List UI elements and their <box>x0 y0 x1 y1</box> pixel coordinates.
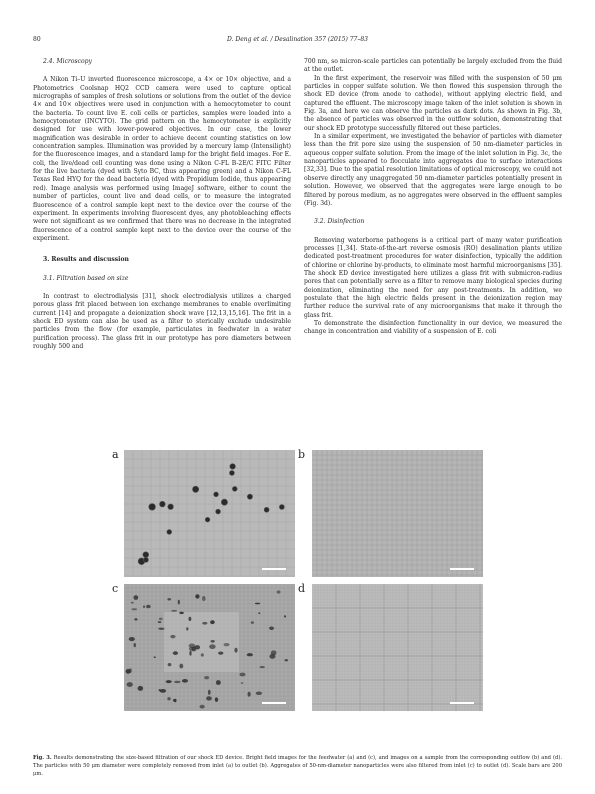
section-3-1-title: 3.1. Filtration based on size <box>43 274 129 282</box>
filtration-paragraph: In contrast to electrodialysis [31], shock electrodialysis utilizes a charged porous glass frit placed between ion exchange membranes to enable overlimiting current [14] and propagate a deionization shock wave [12,13,15,16]. The frit in a shock ED system can also be used as a filter to sterically exclude undesirable particles from the flow (for example, particulates in feedwater in a water purification process). The glass frit in our prototype has pore diameters between roughly 500 and <box>33 292 291 350</box>
figure-3 <box>112 448 485 744</box>
micrograph-c-bright-region <box>164 612 239 672</box>
disinfection-demo-paragraph: To demonstrate the disinfection functionality in our device, we measured the change in concentration and viability of a suspension of E. coli <box>304 319 562 336</box>
section-3-title: 3. Results and discussion <box>43 256 129 264</box>
running-header <box>33 36 562 46</box>
micrograph-b-background <box>312 450 483 577</box>
section-3-2-title: 3.2. Disinfection <box>314 218 365 226</box>
running-title: D. Deng et al. / Desalination 357 (2015) 77–83 <box>227 36 368 43</box>
section-2-4-title: 2.4. Microscopy <box>43 58 92 65</box>
filtration-continued-paragraph: 700 nm, so micron-scale particles can potentially be largely excluded from the fluid at the outlet. <box>304 58 562 74</box>
right-column <box>304 58 562 337</box>
micrograph-c-scale-bar <box>262 702 286 704</box>
caption-text: Results demonstrating the size-based filtration of our shock ED device. Bright field images for the feedwater (a) and (c), and images on a sample from the corresponding outflow (b) and (d). The particles with 50 μm diameter were completely removed from inlet (a) to outlet (b). Aggregates of 50-nm-diameter nanoparticles were also filtered from inlet (c) to outlet (d). Scale bars are 200 μm. <box>33 755 562 777</box>
first-experiment-paragraph: In the first experiment, the reservoir was filled with the suspension of 50 μm particles in copper sulfate solution. We then flowed this suspension through the shock ED device (from anode to cathode), without applying electric field, and captured the effluent. The microscopy image taken of the inlet solution is shown in Fig. 3a, and here we can observe the particles as dark dots. As shown in Fig. 3b, the absence of particles was observed in the outflow solution, demonstrating that our shock ED prototype successfully filtered out these particles. <box>304 74 562 132</box>
microscopy-paragraph: A Nikon Ti–U inverted fluorescence microscope, a 4× or 10× objective, and a Photometrics Coolsnap HQ2 CCD camera were used to capture optical micrographs of samples of fresh solutions or solutions from the outlet of the device 4× and 10× objectives were used in conjunction with a hemocytometer to count the bacteria. To count live E. coli cells or particles, samples were loaded into a hemocytometer (INCYTO). The grid pattern on the hemocytometer is explicitly designed for use with lower-powered objectives. In our case, the lower magnification was desirable in order to achieve decent counting statistics on low concentration samples. Illumination was provided by a mercury lamp (Intensilight) for the fluorescence images, and a standard lamp for the bright field images. For E. coli, the live/dead cell counting was done using a Nikon C-FL B-2E/C FITC Filter for the live bacteria (dyed with Syto BC, thus appearing green) and a Nikon C-FL Texas Red HYQ for the dead bacteria (dyed with Propidium Iodide, thus appearing red). Image analysis was performed using ImageJ software, either to count the number of particles, count live and dead cells, or to measure the integrated fluorescence of a control sample kept next to the device over the course of the experiment. In experiments involving fluorescent dyes, any photobleaching effects were not significant as we confirmed that there was no decrease in the integrated fluorescence of a control sample kept next to the device over the course of the experiment. <box>33 76 291 242</box>
micrograph-d-scale-bar <box>450 702 474 704</box>
caption-label: Fig. 3. <box>33 755 52 761</box>
micrograph-a-scale-bar <box>262 568 286 570</box>
panel-letter-c: c <box>112 582 119 595</box>
micrograph-a <box>124 450 295 577</box>
panel-letter-b: b <box>298 448 306 461</box>
page-number: 80 <box>33 36 41 43</box>
nanoparticle-paragraph: In a similar experiment, we investigated the behavior of particles with diameter less than the frit pore size using the suspension of 50 nm-diameter particles in aqueous copper sulfate solution. From the image of the inlet solution in Fig. 3c, the nanoparticles appeared to flocculate into aggregates due to surface interactions [32,33]. Due to the spatial resolution limitations of optical microscopy, we could not observe directly any unaggregated 50 nm-diameter particles potentially present in solution. However, we observed that the aggregates were large enough to be filtered by porous medium, as no aggregates were observed in the effluent samples (Fig. 3d). <box>304 133 562 207</box>
disinfection-paragraph: Removing waterborne pathogens is a critical part of many water purification processes [1,34]. State-of-the-art reverse osmosis (RO) desalination plants utilize dedicated post-treatment procedures for water disinfection, typically the addition of chlorine or chlorine by-products, to eliminate most harmful microorganisms [35]. The shock ED device investigated here utilizes a glass frit with submicron-radius pores that can potentially serve as a filter to remove many biological species during deionization, eliminating the need for any post-treatments. In addition, we postulate that the high electric fields present in the deionization region may further reduce the survival rate of any microorganisms that make it through the glass frit. <box>304 236 562 319</box>
panel-letter-d: d <box>298 582 306 595</box>
micrograph-b <box>312 450 483 577</box>
figure-caption <box>33 754 562 778</box>
left-column <box>33 58 291 351</box>
micrograph-b-scale-bar <box>450 568 474 570</box>
micrograph-d <box>312 584 483 711</box>
micrograph-c <box>124 584 295 711</box>
panel-letter-a: a <box>112 448 119 461</box>
